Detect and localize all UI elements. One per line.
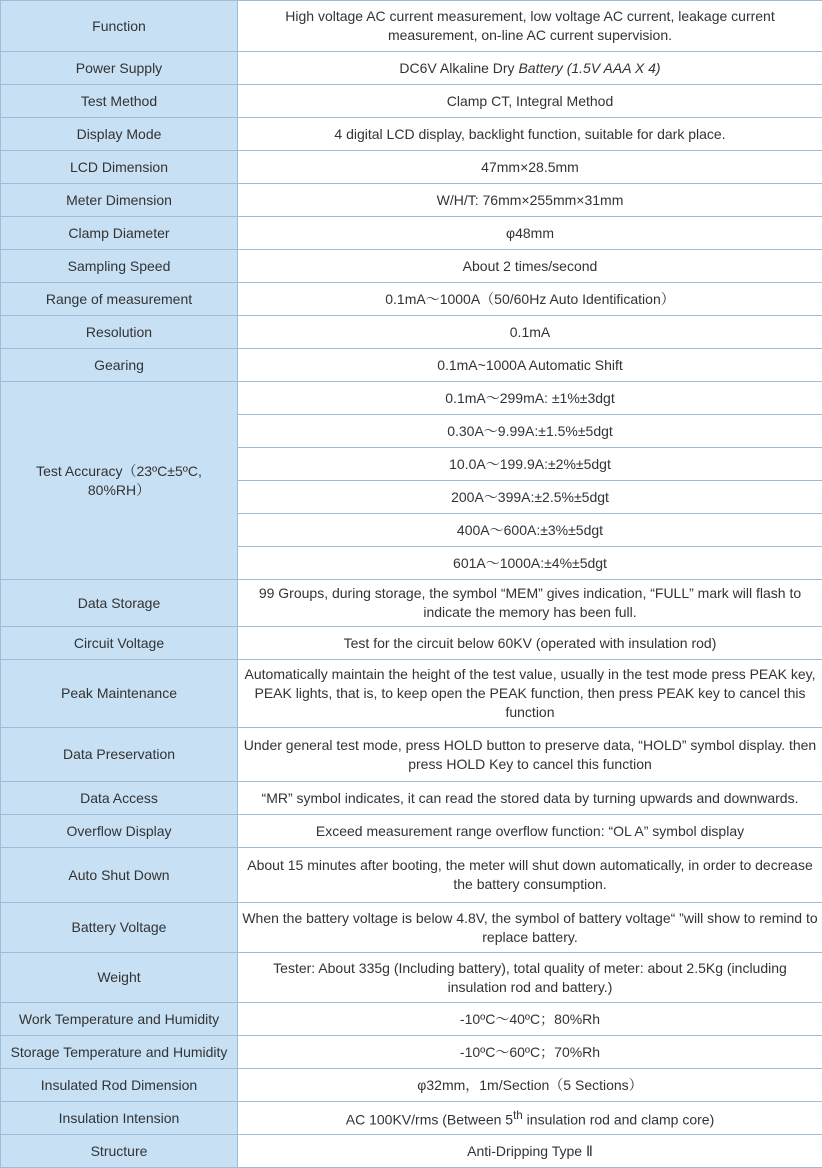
table-row xyxy=(1,627,822,660)
table-row xyxy=(1,728,822,782)
spec-value xyxy=(238,52,822,85)
table-row xyxy=(1,85,822,118)
spec-value: High voltage AC current measurement, low voltage AC current, leakage current measurement, on-line AC current supervision. xyxy=(238,1,822,52)
table-row xyxy=(1,349,822,382)
table-row xyxy=(1,580,822,627)
accuracy-value: 0.30A～9.99A:±1.5%±5dgt xyxy=(238,415,822,448)
spec-value: Exceed measurement range overflow function: “OL A” symbol display xyxy=(238,815,822,848)
spec-label: Gearing xyxy=(1,349,238,382)
superscript: th xyxy=(513,1109,523,1123)
spec-label: Storage Temperature and Humidity xyxy=(1,1036,238,1069)
spec-value: Anti-Dripping Type Ⅱ xyxy=(238,1135,822,1168)
table-row xyxy=(1,1135,822,1168)
spec-value: Tester: About 335g (Including battery), total quality of meter: about 2.5Kg (including insulation rod and battery.) xyxy=(238,953,822,1003)
spec-label: Test Method xyxy=(1,85,238,118)
spec-label: LCD Dimension xyxy=(1,151,238,184)
spec-value: About 15 minutes after booting, the meter will shut down automatically, in order to decrease the battery consumption. xyxy=(238,848,822,903)
accuracy-value: 0.1mA～299mA: ±1%±3dgt xyxy=(238,382,822,415)
spec-value: Clamp CT, Integral Method xyxy=(238,85,822,118)
table-row xyxy=(1,283,822,316)
spec-value: Automatically maintain the height of the test value, usually in the test mode press PEAK key, PEAK lights, that is, to keep open the PEAK function, then press PEAK key to cancel this function xyxy=(238,660,822,728)
spec-value: 0.1mA xyxy=(238,316,822,349)
spec-label: Clamp Diameter xyxy=(1,217,238,250)
spec-label: Data Preservation xyxy=(1,728,238,782)
spec-label: Circuit Voltage xyxy=(1,627,238,660)
table-row xyxy=(1,316,822,349)
spec-value: “MR” symbol indicates, it can read the stored data by turning upwards and downwards. xyxy=(238,782,822,815)
accuracy-label xyxy=(1,382,238,580)
spec-label: Insulation Intension xyxy=(1,1102,238,1135)
spec-label: Power Supply xyxy=(1,52,238,85)
table-row xyxy=(1,1036,822,1069)
spec-label: Resolution xyxy=(1,316,238,349)
spec-label: Peak Maintenance xyxy=(1,660,238,728)
spec-label: Work Temperature and Humidity xyxy=(1,1003,238,1036)
spec-label: Sampling Speed xyxy=(1,250,238,283)
spec-label: Range of measurement xyxy=(1,283,238,316)
table-row xyxy=(1,217,822,250)
table-row xyxy=(1,151,822,184)
table-row xyxy=(1,1,822,52)
spec-label: Meter Dimension xyxy=(1,184,238,217)
table-row xyxy=(1,1069,822,1102)
spec-label: Auto Shut Down xyxy=(1,848,238,903)
table-row xyxy=(1,903,822,953)
spec-value: Test for the circuit below 60KV (operated with insulation rod) xyxy=(238,627,822,660)
spec-value: -10ºC～40ºC；80%Rh xyxy=(238,1003,822,1036)
spec-value: About 2 times/second xyxy=(238,250,822,283)
spec-label: Data Access xyxy=(1,782,238,815)
spec-value: 0.1mA～1000A（50/60Hz Auto Identification） xyxy=(238,283,822,316)
spec-label: Structure xyxy=(1,1135,238,1168)
table-row xyxy=(1,953,822,1003)
spec-label: Battery Voltage xyxy=(1,903,238,953)
spec-label: Insulated Rod Dimension xyxy=(1,1069,238,1102)
accuracy-value: 10.0A～199.9A:±2%±5dgt xyxy=(238,448,822,481)
table-row xyxy=(1,184,822,217)
spec-value: 4 digital LCD display, backlight function, suitable for dark place. xyxy=(238,118,822,151)
table-row xyxy=(1,250,822,283)
accuracy-value: 601A～1000A:±4%±5dgt xyxy=(238,547,822,580)
spec-label: Weight xyxy=(1,953,238,1003)
spec-label: Function xyxy=(1,1,238,52)
spec-value: 0.1mA~1000A Automatic Shift xyxy=(238,349,822,382)
table-row xyxy=(1,848,822,903)
spec-value-text: DC6V Alkaline Dry xyxy=(399,59,519,76)
accuracy-value: 400A～600A:±3%±5dgt xyxy=(238,514,822,547)
table-row xyxy=(1,382,822,415)
spec-value: When the battery voltage is below 4.8V, the symbol of battery voltage“ ”will show to remind to replace battery. xyxy=(238,903,822,953)
spec-value: Under general test mode, press HOLD button to preserve data, “HOLD” symbol display. then press HOLD Key to cancel this function xyxy=(238,728,822,782)
table-row xyxy=(1,1003,822,1036)
spec-value: W/H/T: 76mm×255mm×31mm xyxy=(238,184,822,217)
accuracy-value: 200A～399A:±2.5%±5dgt xyxy=(238,481,822,514)
table-row xyxy=(1,660,822,728)
table-row xyxy=(1,1102,822,1135)
table-row xyxy=(1,118,822,151)
accuracy-label-line1: Test Accuracy（23ºC±5ºC, xyxy=(36,462,202,479)
spec-value: -10ºC～60ºC；70%Rh xyxy=(238,1036,822,1069)
spec-value-text: AC 100KV/rms (Between 5 xyxy=(345,1111,514,1128)
spec-value-text: insulation rod and clamp core) xyxy=(522,1111,715,1128)
spec-value-italic: Battery (1.5V AAA X 4) xyxy=(518,59,661,76)
table-row xyxy=(1,52,822,85)
spec-label: Data Storage xyxy=(1,580,238,627)
spec-value: φ48mm xyxy=(238,217,822,250)
spec-value xyxy=(238,1102,822,1135)
table-row xyxy=(1,782,822,815)
accuracy-label-line2: 80%RH） xyxy=(87,481,151,498)
spec-label: Display Mode xyxy=(1,118,238,151)
spec-value: 99 Groups, during storage, the symbol “MEM” gives indication, “FULL” mark will flash to indicate the memory has been full. xyxy=(238,580,822,627)
spec-value: φ32mm，1m/Section（5 Sections） xyxy=(238,1069,822,1102)
table-row xyxy=(1,815,822,848)
spec-label: Overflow Display xyxy=(1,815,238,848)
spec-value: 47mm×28.5mm xyxy=(238,151,822,184)
